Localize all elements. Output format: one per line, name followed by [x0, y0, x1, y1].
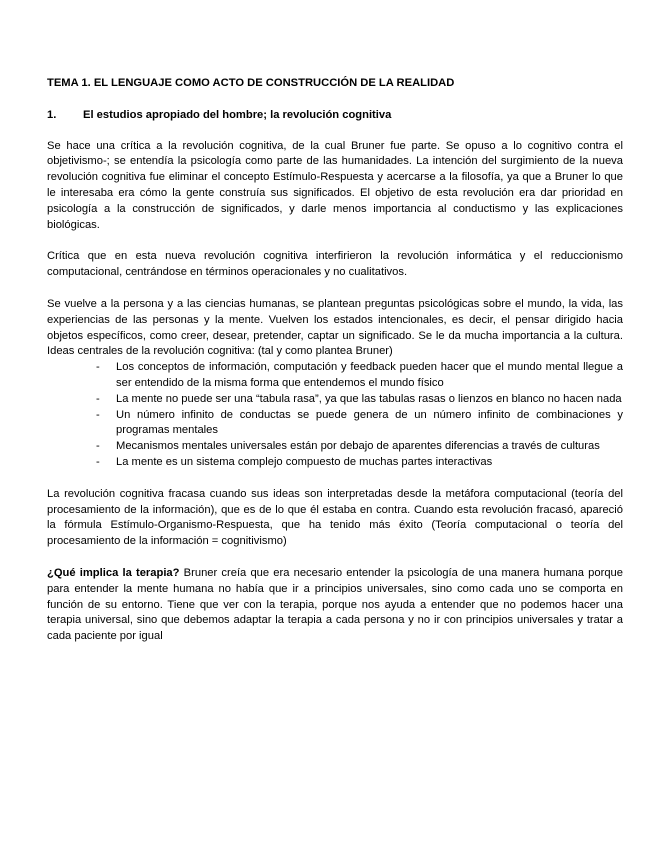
bullet-dash: -	[96, 361, 100, 374]
list-item-text: La mente no puede ser una “tabula rasa”, ya que las tabulas rasas o lienzos en blanco no hacen nada	[116, 392, 622, 405]
paragraph-1: Se hace una crítica a la revolución cognitiva, de la cual Bruner fue parte. Se opuso a lo cognitivo contra el objetivismo-; se entendía la psicología como parte de las humanidades. La intención del surgimiento de la nueva revolución cognitiva fue eliminar el concepto Estímulo-Respuesta y acercarse a la filosofía, ya que a Bruner lo que le interesaba era cómo la gente construía sus significados. El objetivo de esta revolución era dar prioridad en psicología a la construcción de significados, y darle menos importancia al conductismo y las explicaciones biológicas.	[47, 139, 623, 231]
list-item-text: Mecanismos mentales universales están por debajo de aparentes diferencias a través de culturas	[116, 440, 600, 453]
paragraph-4: La revolución cognitiva fracasa cuando sus ideas son interpretadas desde la metáfora computacional (teoría del procesamiento de la información), que es de lo que él estaba en contra. Cuando esta revolución fracasó, apareció la fórmula Estímulo-Organismo-Respuesta, que ha tenido más éxito (Teoría computacional o teoría del procesamiento de la información = cognitivismo)	[47, 487, 623, 548]
list-item-text: Un número infinito de conductas se puede genera de un número infinito de combinaciones y programas mentales	[116, 408, 623, 437]
list-item-text: La mente es un sistema complejo compuesto de muchas partes interactivas	[116, 455, 493, 468]
list-item	[96, 392, 623, 408]
paragraph-3: Se vuelve a la persona y a las ciencias humanas, se plantean preguntas psicológicas sobre el mundo, la vida, las experiencias de las personas y la mente. Vuelven los estados intencionales, es decir, el pensar dirigido hacia objetos específicos, como creer, desear, pretender, captar un significado. Se le da mucha importancia a la cultura. Ideas centrales de la revolución cognitiva: (tal y como plantea Bruner)	[47, 297, 623, 358]
document-title: TEMA 1. EL LENGUAJE COMO ACTO DE CONSTRUCCIÓN DE LA REALIDAD	[47, 77, 455, 89]
list-item	[96, 439, 623, 455]
bullet-dash: -	[96, 440, 100, 453]
bullet-dash: -	[96, 408, 100, 421]
ideas-list	[47, 360, 623, 471]
document-body	[47, 76, 623, 661]
bullet-dash: -	[96, 455, 100, 468]
list-item-text: Los conceptos de información, computación y feedback pueden hacer que el mundo mental llegue a ser entendido de la misma forma que entendemos el mundo físico	[116, 361, 623, 389]
question-text: Bruner creía que era necesario entender la psicología de una manera humana porque para entender la mente humana no había que ir a principios universales, sino como cada uno se comporta en función de su entorno. Tiene que ver con la terapia, porque nos ayuda a entender que no podemos hacer una terapia universal, sino que debemos adaptar la terapia a cada persona y no ir con principios universales y tratar a cada paciente por igual	[47, 566, 623, 643]
list-item	[96, 455, 623, 471]
bullet-dash: -	[96, 392, 100, 405]
question-label: ¿Qué implica la terapia?	[47, 566, 180, 579]
section-heading-text: El estudios apropiado del hombre; la revolución cognitiva	[83, 108, 392, 121]
paragraph-2: Crítica que en esta nueva revolución cognitiva interfirieron la revolución informática y el reduccionismo computacional, centrándose en términos operacionales y no cualitativos.	[47, 250, 623, 279]
section-heading	[47, 108, 623, 124]
list-item	[96, 360, 623, 392]
section-number: 1.	[47, 108, 57, 121]
list-item	[96, 408, 623, 440]
paragraph-5	[47, 566, 623, 645]
